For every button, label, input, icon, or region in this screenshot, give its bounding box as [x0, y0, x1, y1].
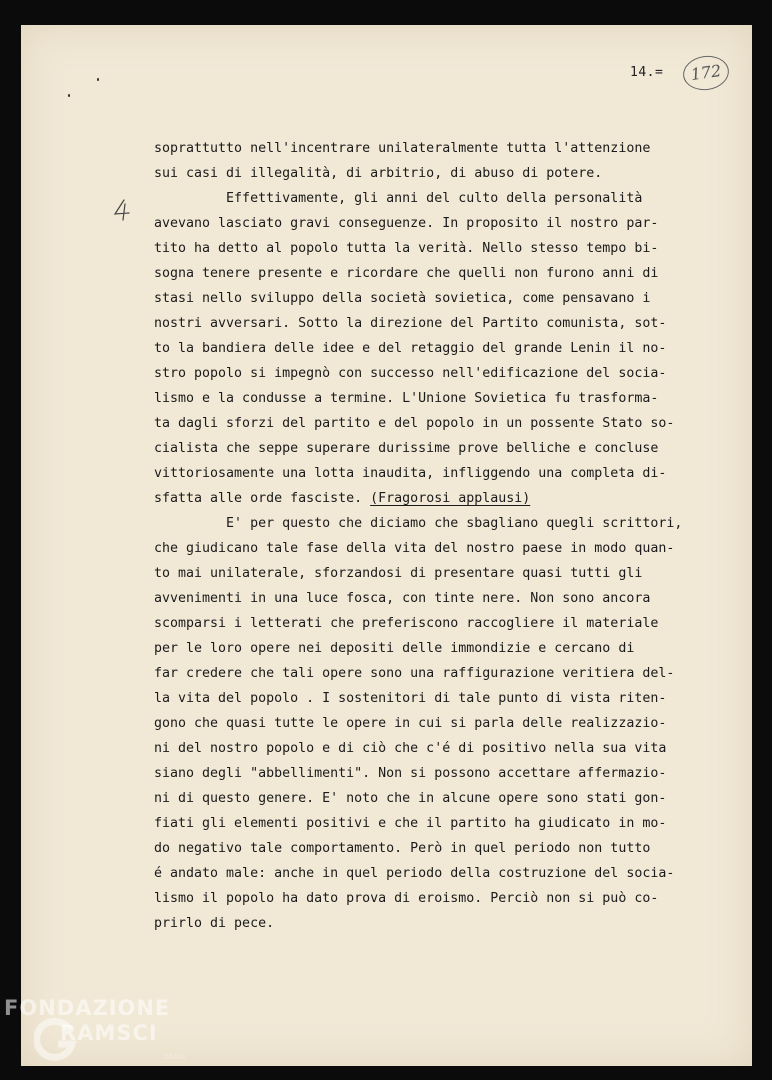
text-line-content: to la bandiera delle idee e del retaggio del grande Lenin il no-	[154, 341, 667, 356]
text-line	[154, 211, 734, 236]
text-line-content: tito ha detto al popolo tutta la verità. Nello stesso tempo bi-	[154, 241, 659, 256]
text-line-content: ni del nostro popolo e di ciò che c'é di positivo nella sua vita	[154, 741, 667, 756]
text-line	[154, 736, 734, 761]
text-line	[154, 436, 734, 461]
text-line	[154, 261, 734, 286]
text-line-content: soprattutto nell'incentrare unilateralmente tutta l'attenzione	[154, 141, 651, 156]
document-body	[154, 136, 734, 936]
text-line-content: Effettivamente, gli anni del culto della personalità	[154, 191, 643, 206]
text-line	[154, 836, 734, 861]
text-line-content: ni di questo genere. E' noto che in alcune opere sono stati gon-	[154, 791, 667, 806]
watermark-suffix: onlus	[164, 1052, 186, 1061]
text-line-content: do negativo tale comportamento. Però in quel periodo non tutto	[154, 841, 651, 856]
text-line-content: stasi nello sviluppo della società sovietica, come pensavano i	[154, 291, 651, 306]
text-line-content: avevano lasciato gravi conseguenze. In proposito il nostro par-	[154, 216, 659, 231]
text-line-content: E' per questo che diciamo che sbagliano quegli scrittori,	[154, 516, 683, 531]
text-line	[154, 286, 734, 311]
text-line	[154, 811, 734, 836]
handwritten-margin-mark	[112, 198, 132, 222]
text-line	[154, 711, 734, 736]
text-line	[154, 886, 734, 911]
text-line-content: sui casi di illegalità, di arbitrio, di abuso di potere.	[154, 166, 603, 181]
text-line	[154, 586, 734, 611]
archive-number-stamp: 172	[681, 53, 731, 93]
text-line-content: é andato male: anche in quel periodo della costruzione del socia-	[154, 866, 675, 881]
text-line	[154, 161, 734, 186]
text-line	[154, 861, 734, 886]
fondazione-gramsci-watermark	[4, 996, 204, 1076]
text-line-content: cialista che seppe superare durissime prove belliche e concluse	[154, 441, 659, 456]
ink-speck	[97, 78, 99, 81]
text-line	[154, 786, 734, 811]
text-line	[154, 386, 734, 411]
text-line-content: avvenimenti in una luce fosca, con tinte nere. Non sono ancora	[154, 591, 651, 606]
text-line-content: lismo e la condusse a termine. L'Unione Sovietica fu trasforma-	[154, 391, 659, 406]
ink-speck	[68, 94, 70, 97]
text-line	[154, 561, 734, 586]
applause-note: (Fragorosi applausi)	[370, 491, 531, 506]
text-line-content: per le loro opere nei depositi delle immondizie e cercano di	[154, 641, 635, 656]
text-line	[154, 411, 734, 436]
text-line-content: to mai unilaterale, sforzandosi di presentare quasi tutti gli	[154, 566, 643, 581]
text-line	[154, 361, 734, 386]
text-line	[154, 236, 734, 261]
text-line-content: la vita del popolo . I sostenitori di tale punto di vista riten-	[154, 691, 667, 706]
text-line-content: vittoriosamente una lotta inaudita, infliggendo una completa di-	[154, 466, 667, 481]
text-line	[154, 611, 734, 636]
text-line-content: far credere che tali opere sono una raffigurazione veritiera del-	[154, 666, 675, 681]
text-line	[154, 336, 734, 361]
text-line-content: stro popolo si impegnò con successo nell'edificazione del socia-	[154, 366, 667, 381]
text-line-content: ta dagli sforzi del partito e del popolo in un possente Stato so-	[154, 416, 675, 431]
text-line-content: lismo il popolo ha dato prova di eroismo. Perciò non si può co-	[154, 891, 659, 906]
text-line	[154, 761, 734, 786]
text-line-content: fiati gli elementi positivi e che il partito ha giudicato in mo-	[154, 816, 667, 831]
text-line	[154, 511, 734, 536]
text-line-content: sfatta alle orde fasciste.	[154, 491, 371, 506]
text-line-content: nostri avversari. Sotto la direzione del Partito comunista, sot-	[154, 316, 667, 331]
text-line-content: siano degli "abbellimenti". Non si possono accettare affermazio-	[154, 766, 667, 781]
page-number: 14.=	[630, 65, 664, 80]
text-line	[154, 186, 734, 211]
text-line	[154, 136, 734, 161]
text-line	[154, 311, 734, 336]
text-line	[154, 636, 734, 661]
text-line	[154, 911, 734, 936]
text-line-content: sogna tenere presente e ricordare che quelli non furono anni di	[154, 266, 659, 281]
text-line	[154, 536, 734, 561]
text-line-content: che giudicano tale fase della vita del nostro paese in modo quan-	[154, 541, 675, 556]
text-line	[154, 661, 734, 686]
text-line-content: scomparsi i letterati che preferiscono raccogliere il materiale	[154, 616, 659, 631]
text-line	[154, 686, 734, 711]
watermark-line2: RAMSCI	[60, 1021, 158, 1045]
text-line	[154, 461, 734, 486]
text-line	[154, 486, 734, 511]
watermark-line1: FONDAZIONE	[4, 996, 171, 1020]
text-line-content: prirlo di pece.	[154, 916, 275, 931]
text-line-content: gono che quasi tutte le opere in cui si parla delle realizzazio-	[154, 716, 667, 731]
